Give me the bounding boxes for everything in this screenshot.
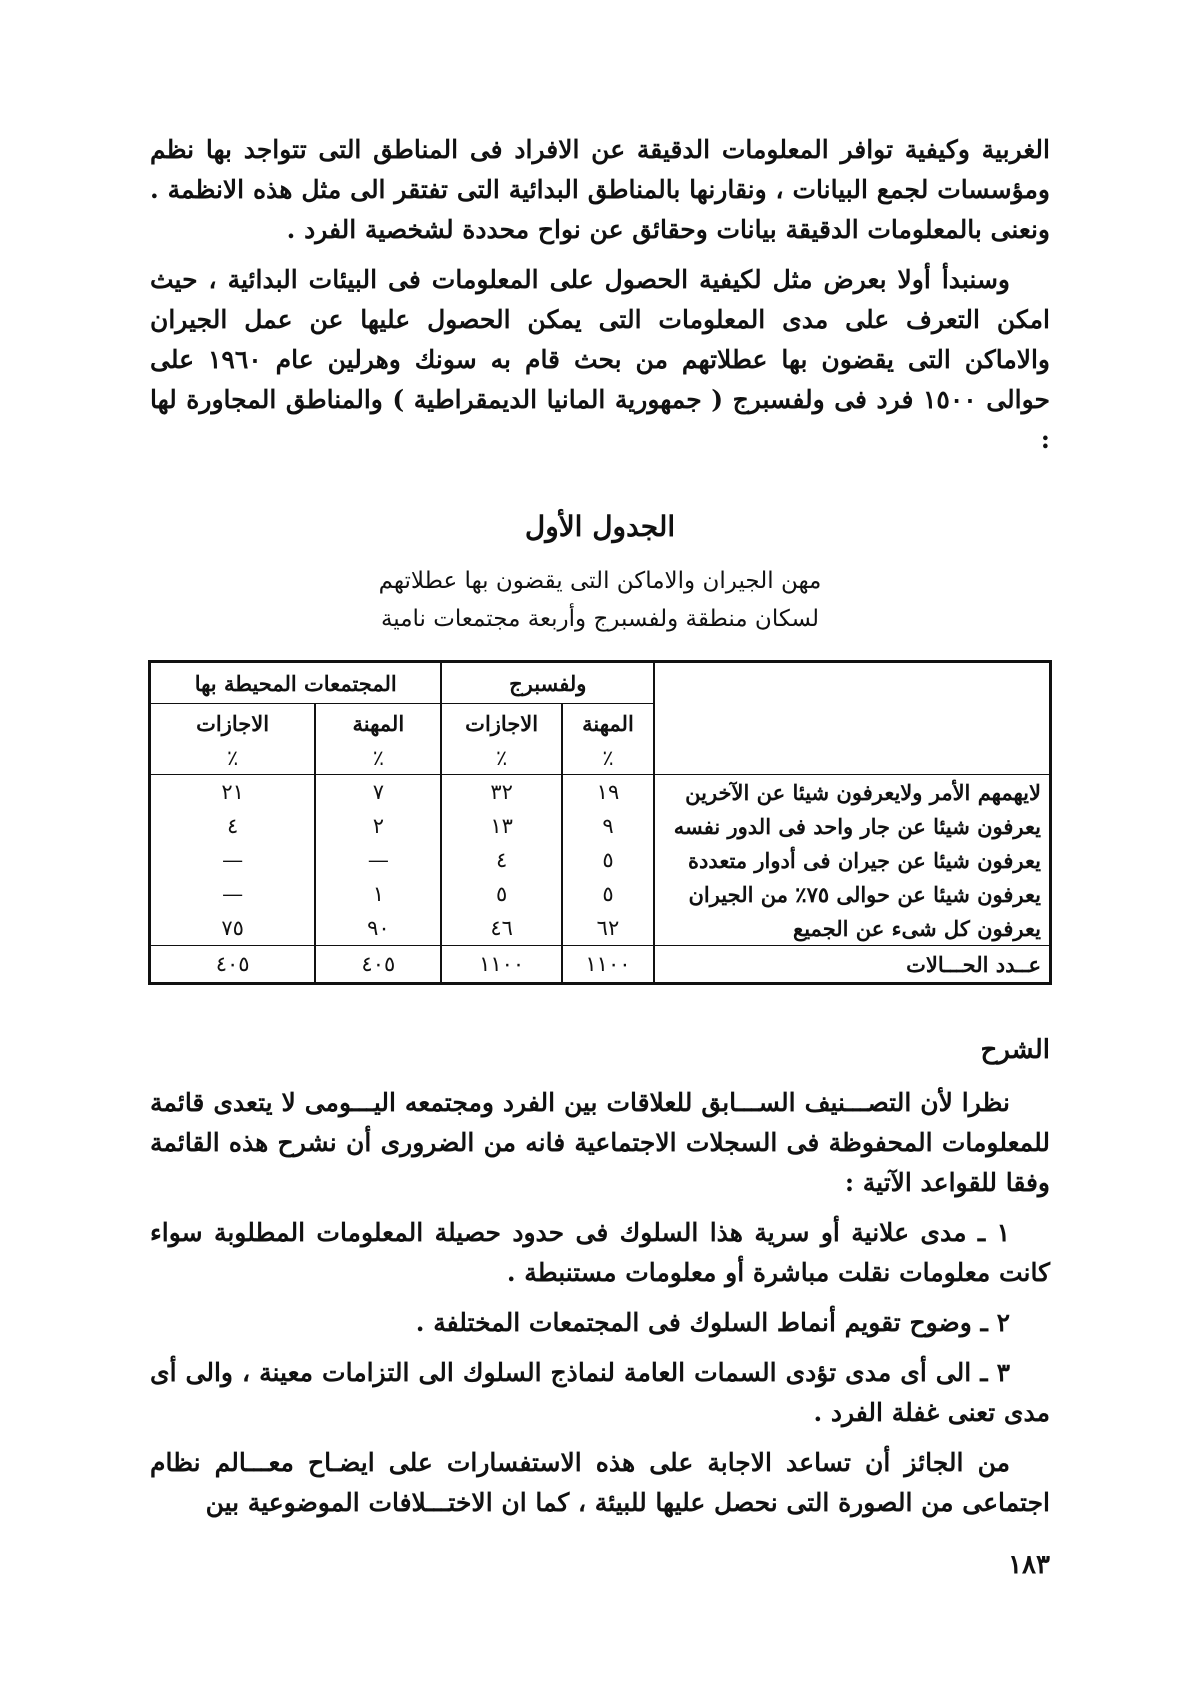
header-w-holidays: الاجازات <box>441 704 561 743</box>
intro-paragraph-2: وسنبدأ أولا بعرض مثل لكيفية الحصول على المعلومات فى البيئات البدائية ، حيث امكن التعرف على مدى المعلومات التى يمكن الحصول عليها عن عمل الجيران والاماكن التى يقضون بها عطلاتهم من بحث قام به سونك وهرلين عام ١٩٦٠ على حوالى ١٥٠٠ فرد فى ولفسبرج ( جمهورية المانيا الديمقراطية ) والمناطق المجاورة لها : <box>150 265 1051 454</box>
explanation-paragraph-1: نظرا لأن التصـــنيف الســـابق للعلاقات بين الفرد ومجتمعه اليـــومى لا يتعدى قائمة للمعلومات المحفوظة فى السجلات الاجتماعية فانه من الضرورى أن نشرح هذه القائمة وفقا للقواعد الآتية : <box>150 1088 1050 1197</box>
row-label: يعرفون شيئا عن حوالى ٧٥٪ من الجيران <box>654 877 1050 911</box>
table-row <box>150 911 1051 946</box>
table-group-header-row <box>150 662 1051 704</box>
cell-s-profession: ٧ <box>315 775 441 810</box>
pct-s-holidays: ٪ <box>150 742 316 775</box>
table-row <box>150 843 1051 877</box>
cell-w-holidays: ٤ <box>441 843 561 877</box>
explanation-paragraph-2: من الجائز أن تساعد الاجابة على هذه الاستفسارات على ايضـاح معـــالم نظام اجتماعى من الصورة التى نحصل عليها للبيئة ، كما ان الاختـــلافات الموضوعية بين <box>150 1448 1050 1517</box>
cell-w-profession: ١٩ <box>562 775 654 810</box>
cell-w-holidays: ١٣ <box>441 809 561 843</box>
explanation-item-1: ١ ـ مدى علانية أو سرية هذا السلوك فى حدود حصيلة المعلومات المطلوبة سواء كانت معلومات نقلت مباشرة أو معلومات مستنبطة . <box>150 1218 1050 1287</box>
cell-s-holidays: — <box>150 843 316 877</box>
cell-w-profession: ٦٢ <box>562 911 654 946</box>
header-wolfsburg: ولفسبرج <box>441 662 654 704</box>
total-s-holidays: ٤٠٥ <box>150 946 316 984</box>
cell-s-holidays: ٧٥ <box>150 911 316 946</box>
table-total-row <box>150 946 1051 984</box>
row-label: يعرفون شيئا عن جيران فى أدوار متعددة <box>654 843 1050 877</box>
explanation-item-3: ٣ ـ الى أى مدى تؤدى السمات العامة لنماذج السلوك الى التزامات معينة ، والى أى مدى تعنى غفلة الفرد . <box>150 1358 1050 1427</box>
row-label: لايهمهم الأمر ولايعرفون شيئا عن الآخرين <box>654 775 1050 810</box>
pct-w-holidays: ٪ <box>441 742 561 775</box>
cell-w-profession: ٩ <box>562 809 654 843</box>
data-table-wrapper <box>148 660 1052 985</box>
cell-s-profession: ٩٠ <box>315 911 441 946</box>
data-table <box>148 660 1052 985</box>
total-w-profession: ١١٠٠ <box>562 946 654 984</box>
table-row <box>150 877 1051 911</box>
cell-w-profession: ٥ <box>562 843 654 877</box>
table-subtitle-line-2: لسكان منطقة ولفسبرج وأربعة مجتمعات نامية <box>380 606 820 632</box>
header-s-profession: المهنة <box>315 704 441 743</box>
cell-w-holidays: ٥ <box>441 877 561 911</box>
explanation-heading: الشرح <box>980 1035 1050 1065</box>
total-label: عــدد الحـــالات <box>654 946 1050 984</box>
row-label: يعرفون شيئا عن جار واحد فى الدور نفسه <box>654 809 1050 843</box>
total-s-profession: ٤٠٥ <box>315 946 441 984</box>
cell-s-profession: ١ <box>315 877 441 911</box>
pct-s-profession: ٪ <box>315 742 441 775</box>
intro-text <box>150 130 1050 470</box>
page-number: ١٨٣ <box>1008 1550 1050 1580</box>
cell-s-profession: — <box>315 843 441 877</box>
table-row <box>150 809 1051 843</box>
cell-w-profession: ٥ <box>562 877 654 911</box>
cell-s-holidays: ٢١ <box>150 775 316 810</box>
table-subtitle <box>150 562 1050 638</box>
total-w-holidays: ١١٠٠ <box>441 946 561 984</box>
header-surrounding: المجتمعات المحيطة بها <box>150 662 442 704</box>
explanation-text <box>150 1083 1050 1533</box>
table-row <box>150 775 1051 810</box>
table-title: الجدول الأول <box>524 510 676 543</box>
intro-paragraph-1: الغربية وكيفية توافر المعلومات الدقيقة عن الافراد فى المناطق التى تتواجد بها نظم ومؤسسات لجمع البيانات ، ونقارنها بالمناطق البدائية التى تفتقر الى مثل هذه الانظمة . ونعنى بالمعلومات الدقيقة بيانات وحقائق عن نواح محددة لشخصية الفرد . <box>150 135 1050 244</box>
header-s-holidays: الاجازات <box>150 704 316 743</box>
header-w-profession: المهنة <box>562 704 654 743</box>
pct-w-profession: ٪ <box>562 742 654 775</box>
header-empty-cell <box>654 662 1050 775</box>
row-label: يعرفون كل شىء عن الجميع <box>654 911 1050 946</box>
cell-w-holidays: ٣٢ <box>441 775 561 810</box>
explanation-item-2: ٢ ـ وضوح تقويم أنماط السلوك فى المجتمعات المختلفة . <box>415 1308 1010 1337</box>
cell-s-holidays: — <box>150 877 316 911</box>
table-subtitle-line-1: مهن الجيران والاماكن التى يقضون بها عطلاتهم <box>378 568 822 594</box>
cell-s-profession: ٢ <box>315 809 441 843</box>
cell-w-holidays: ٤٦ <box>441 911 561 946</box>
cell-s-holidays: ٤ <box>150 809 316 843</box>
